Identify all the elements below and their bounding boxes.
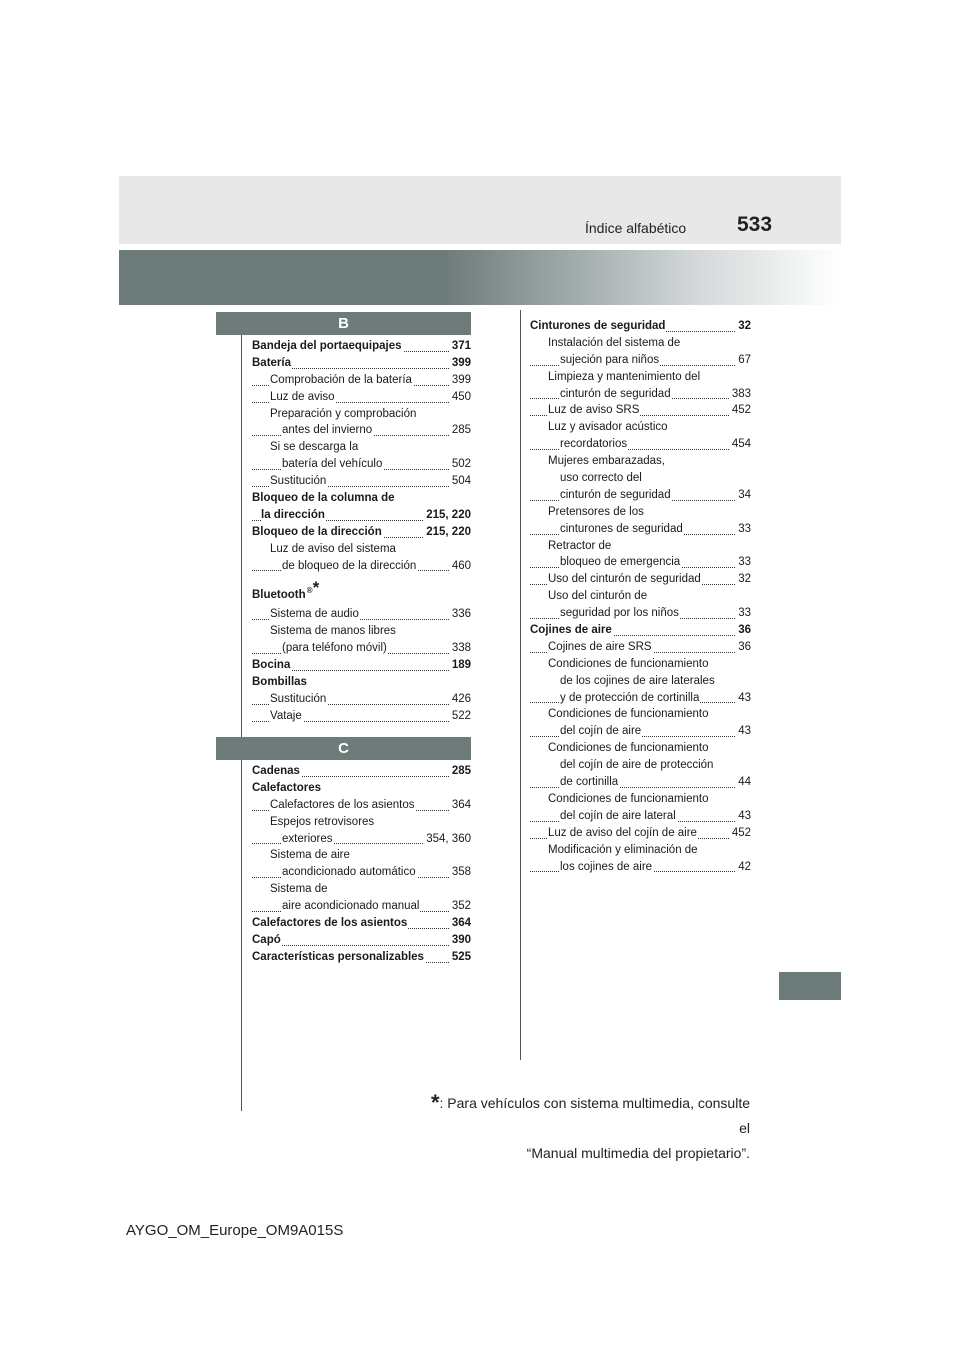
column-divider-right (520, 310, 521, 1060)
index-subentry[interactable]: Sustitución 426 (252, 691, 471, 708)
index-subentry[interactable]: Sustitución 504 (252, 473, 471, 490)
index-subentry-cont: del cojín de aire de protección (560, 759, 714, 772)
index-subentry: Retractor de (548, 539, 612, 552)
footnote-star: * (430, 1090, 440, 1115)
index-subentry[interactable]: Vataje 522 (252, 708, 471, 725)
column-divider-left (241, 335, 242, 1111)
index-subentry-cont[interactable]: del cojín de aire 43 (530, 723, 751, 740)
chapter-tab (779, 972, 841, 1000)
index-subentry-cont: uso correcto del (560, 472, 642, 485)
index-subentry: Sistema de manos libres (270, 625, 396, 638)
index-entry[interactable]: Características personalizables 525 (252, 949, 471, 966)
section-header-b: B (216, 312, 471, 335)
section-title: Índice alfabético (585, 220, 687, 236)
index-subentry-cont[interactable]: bloqueo de emergencia 33 (530, 554, 751, 571)
header-bar (119, 176, 841, 244)
index-subentry-cont[interactable]: cinturón de seguridad 34 (530, 487, 751, 504)
index-subentry-cont[interactable]: de cortinilla 44 (530, 774, 751, 791)
footnote-line-2: “Manual multimedia del propietario”. (526, 1145, 750, 1161)
index-column-c1 (252, 763, 471, 966)
page-number: 533 (737, 213, 773, 236)
index-subentry: Uso del cinturón de (548, 590, 648, 603)
index-subentry: Limpieza y mantenimiento del (548, 370, 701, 383)
index-subentry: Sistema de aire (270, 849, 350, 862)
index-entry[interactable]: Calefactores de los asientos 364 (252, 915, 471, 932)
index-subentry-cont[interactable]: de bloqueo de la dirección 460 (252, 558, 471, 575)
index-subentry: Si se descarga la (270, 441, 359, 454)
index-subentry: Luz y avisador acústico (548, 421, 668, 434)
index-entry[interactable]: Bocina 189 (252, 657, 471, 674)
index-column-b (252, 338, 471, 725)
index-subentry-cont[interactable]: aire acondicionado manual 352 (252, 898, 471, 915)
index-subentry-cont[interactable]: cinturones de seguridad 33 (530, 521, 751, 538)
index-subentry: Espejos retrovisores (270, 815, 375, 828)
index-subentry[interactable]: Luz de aviso del cojín de aire 452 (530, 825, 751, 842)
index-subentry: Luz de aviso del sistema (270, 542, 396, 555)
index-entry[interactable]: Batería 399 (252, 355, 471, 372)
index-subentry[interactable]: Sistema de audio 336 (252, 606, 471, 623)
section-header-c: C (216, 737, 471, 760)
registered-mark: ® (306, 586, 313, 596)
index-subentry-cont[interactable]: seguridad por los niños 33 (530, 605, 751, 622)
index-subentry-cont[interactable]: antes del invierno 285 (252, 422, 471, 439)
index-entry[interactable]: Capó 390 (252, 932, 471, 949)
index-subentry[interactable]: Luz de aviso SRS 452 (530, 402, 751, 419)
index-entry: Calefactores (252, 781, 322, 794)
index-subentry: Instalación del sistema de (548, 336, 681, 349)
document-code: AYGO_OM_Europe_OM9A015S (126, 1222, 344, 1239)
index-subentry-cont[interactable]: y de protección de cortinilla 43 (530, 690, 751, 707)
index-entry[interactable]: Bandeja del portaequipajes 371 (252, 338, 471, 355)
index-subentry[interactable]: Uso del cinturón de seguridad 32 (530, 571, 751, 588)
index-subentry: Condiciones de funcionamiento (548, 657, 709, 670)
index-subentry: Modificación y eliminación de (548, 843, 698, 856)
index-subentry: Condiciones de funcionamiento (548, 742, 709, 755)
index-subentry: Preparación y comprobación (270, 407, 417, 420)
index-entry: Bloqueo de la columna de (252, 492, 395, 505)
index-subentry-cont[interactable]: exteriores 354, 360 (252, 831, 471, 848)
index-entry[interactable]: Bloqueo de la dirección 215, 220 (252, 524, 471, 541)
index-subentry: Pretensores de los (548, 505, 644, 518)
footnote-line-1: *: Para vehículos con sistema multimedia, consulte el (430, 1090, 750, 1136)
index-entry-cont[interactable]: la dirección 215, 220 (252, 507, 471, 524)
index-entry: Bluetooth®* (252, 578, 320, 602)
index-subentry[interactable]: Calefactores de los asientos 364 (252, 797, 471, 814)
index-subentry[interactable]: Comprobación de la batería 399 (252, 372, 471, 389)
index-subentry-cont[interactable]: batería del vehículo 502 (252, 456, 471, 473)
footnote-star: * (312, 578, 320, 598)
index-subentry: Mujeres embarazadas, (548, 455, 665, 468)
index-subentry-cont[interactable]: del cojín de aire lateral 43 (530, 808, 751, 825)
index-subentry: Sistema de (270, 883, 328, 896)
index-subentry-cont[interactable]: cinturón de seguridad 383 (530, 386, 751, 403)
index-subentry-cont: de los cojines de aire laterales (560, 674, 715, 687)
index-subentry-cont[interactable]: los cojines de aire 42 (530, 859, 751, 876)
index-subentry-cont[interactable]: acondicionado automático 358 (252, 864, 471, 881)
gradient-banner (119, 250, 841, 305)
index-entry[interactable]: Cinturones de seguridad 32 (530, 318, 751, 335)
index-entry: Bombillas (252, 676, 307, 689)
index-subentry-cont[interactable]: recordatorios 454 (530, 436, 751, 453)
index-entry[interactable]: Cojines de aire 36 (530, 622, 751, 639)
index-subentry-cont[interactable]: sujeción para niños 67 (530, 352, 751, 369)
index-subentry[interactable]: Cojines de aire SRS 36 (530, 639, 751, 656)
index-entry[interactable]: Cadenas 285 (252, 763, 471, 780)
index-subentry: Condiciones de funcionamiento (548, 792, 709, 805)
index-subentry[interactable]: Luz de aviso 450 (252, 389, 471, 406)
index-subentry: Condiciones de funcionamiento (548, 708, 709, 721)
footnote (420, 1090, 750, 1166)
index-subentry-cont[interactable]: (para teléfono móvil) 338 (252, 640, 471, 657)
index-column-c2 (530, 318, 751, 875)
